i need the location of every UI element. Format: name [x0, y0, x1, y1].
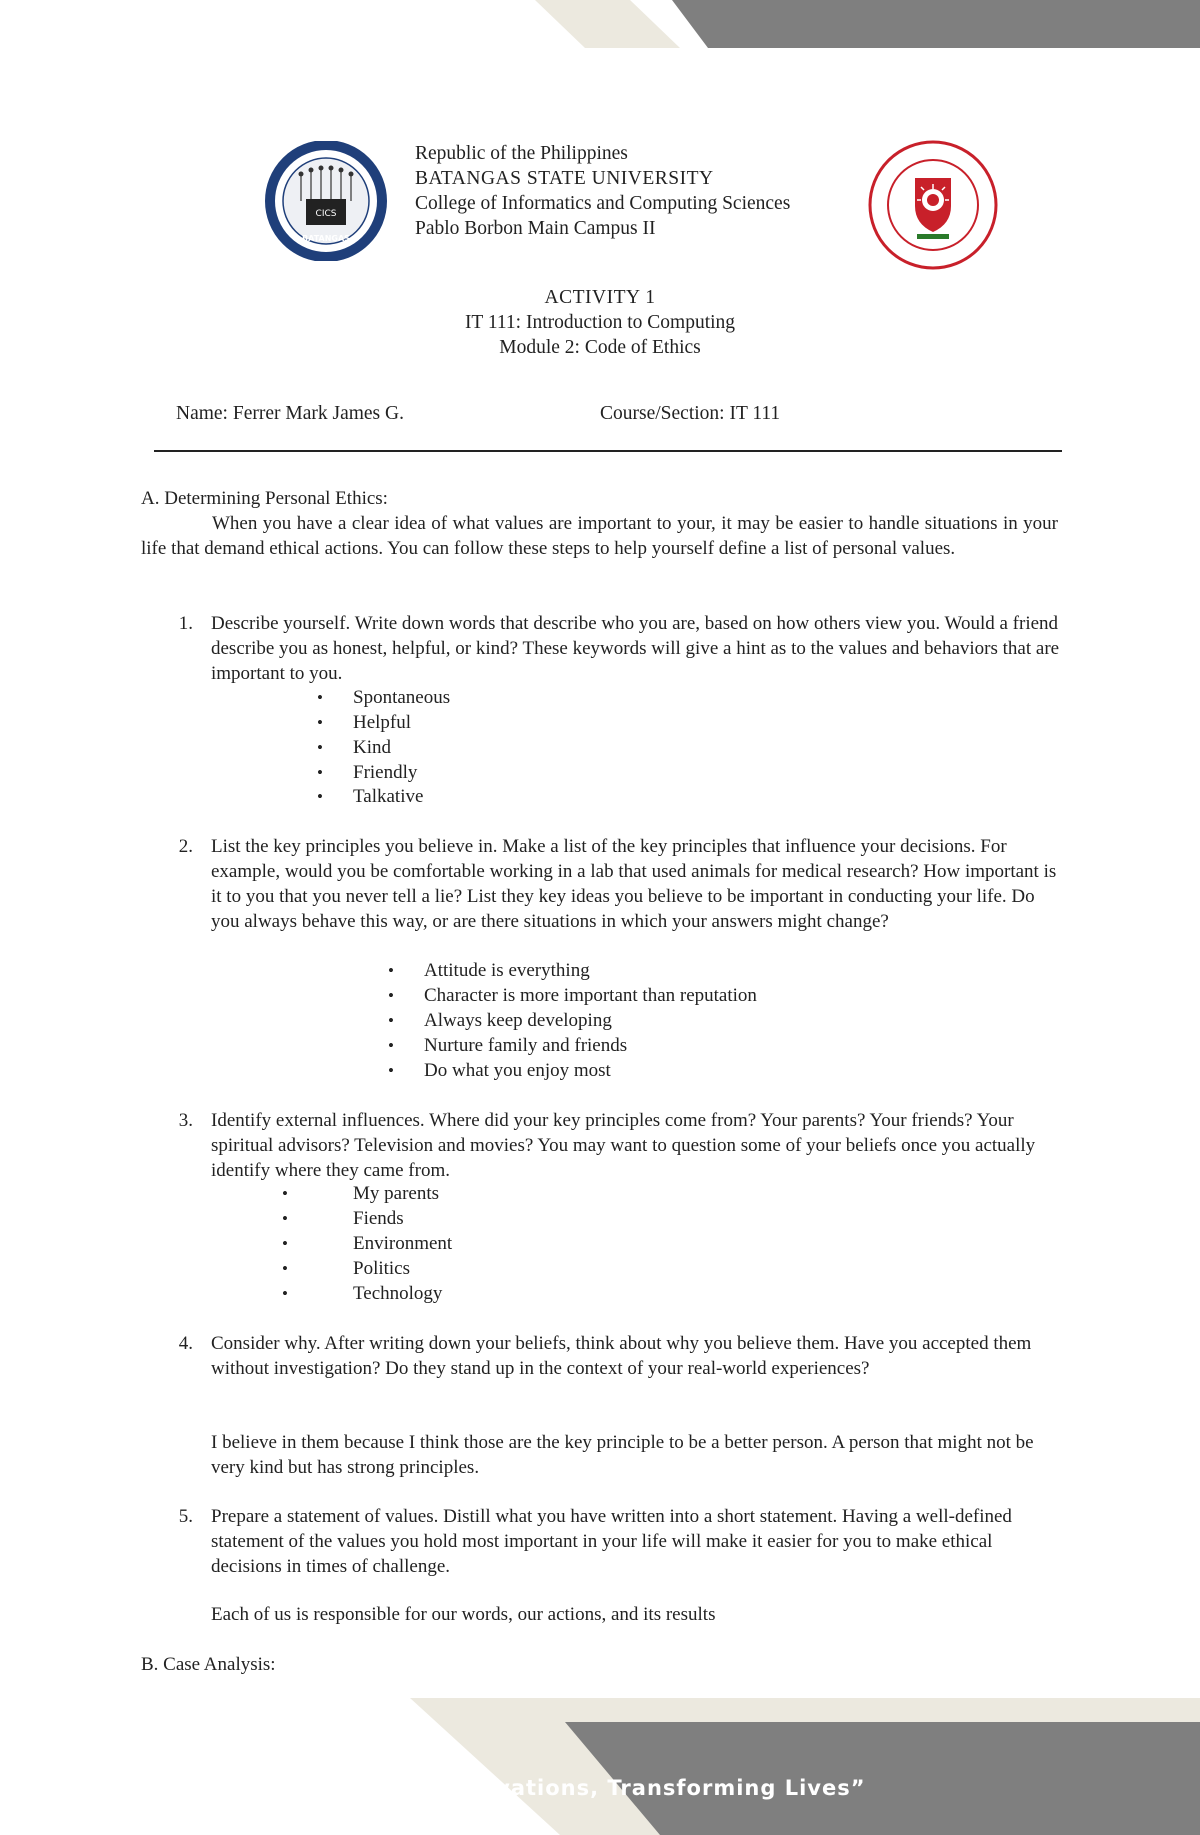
item-1-number: 1. — [178, 613, 193, 634]
item-4-number: 4. — [178, 1333, 193, 1354]
item-4-text: Consider why. After writing down your beliefs, think about why you believe them. Have you accepted them without investigation? Do they stand up in the context of your real-world experiences? — [211, 1333, 1032, 1379]
cics-logo-bottom-text: BATANGAS — [302, 234, 350, 243]
bullet-text: Helpful — [353, 712, 412, 733]
item-2-text: List the key principles you believe in. Make a list of the key principles that influence your decisions. For example, would you be comfortable working in a lab that used animals for medical research? How important is it to you that you never tell a lie? List they key ideas you believe to be important in conducting your life. Do you always behave this way, or are there situations in which your answers might change? — [211, 836, 1057, 932]
bullet-text: My parents — [353, 1183, 440, 1204]
bullet-text: Friendly — [353, 762, 418, 783]
header-republic: Republic of the Philippines — [415, 143, 628, 164]
header-college: College of Informatics and Computing Sciences — [415, 193, 791, 214]
item-4-answer: I believe in them because I think those are the key principle to be a better person. A person that might not be very kind but has strong principles. — [211, 1432, 1034, 1478]
bullet-text: Always keep developing — [424, 1010, 612, 1031]
top-beige-band — [535, 0, 680, 48]
bullet-text: Fiends — [353, 1208, 404, 1229]
item-2-number: 2. — [178, 836, 193, 857]
divider-line — [154, 450, 1062, 452]
bsu-logo — [865, 140, 1001, 270]
activity-course: IT 111: Introduction to Computing — [464, 312, 736, 333]
item-3-text: Identify external influences. Where did your key principles come from? Your parents? Your friends? Your spiritual advisors? Television and movies? You may want to question some of your beliefs once you actually identify where they came from. — [211, 1110, 1036, 1181]
bullet-text: Character is more important than reputation — [424, 985, 757, 1006]
student-course-section: Course/Section: IT 111 — [600, 403, 781, 424]
activity-module: Module 2: Code of Ethics — [499, 337, 701, 358]
bullet-text: Talkative — [353, 786, 424, 807]
item-3-number: 3. — [178, 1110, 193, 1131]
bullet-text: Do what you enjoy most — [424, 1060, 611, 1081]
section-a-intro: When you have a clear idea of what values are important to your, it may be easier to handle situations in your life that demand ethical actions. You can follow these steps to help yourself define a list of personal values. — [141, 513, 1058, 559]
bullet-text: Attitude is everything — [424, 960, 590, 981]
footer-tagline: Innovations, Transforming Lives” — [440, 1776, 866, 1800]
activity-title: ACTIVITY 1 — [544, 287, 656, 308]
student-name: Name: Ferrer Mark James G. — [176, 403, 404, 424]
bullet-text: Kind — [353, 737, 391, 758]
section-a-heading: A. Determining Personal Ethics: — [141, 488, 388, 509]
item-5-answer: Each of us is responsible for our words, our actions, and its results — [211, 1604, 716, 1625]
bullet-text: Technology — [353, 1283, 443, 1304]
item-5-text: Prepare a statement of values. Distill what you have written into a short statement. Having a well-defined statement of the values you hold most important in your life will make it easier for you to make ethical decisions in times of challenge. — [211, 1506, 1012, 1577]
bullet-text: Politics — [353, 1258, 411, 1279]
top-gray-band — [672, 0, 1200, 48]
bullet-text: Nurture family and friends — [424, 1035, 628, 1056]
cics-logo-chip-text: CICS — [315, 209, 337, 219]
bullet-text: Environment — [353, 1233, 453, 1254]
section-b-heading: B. Case Analysis: — [141, 1654, 276, 1675]
item-1-text: Describe yourself. Write down words that describe who you are, based on how others view you. Would a friend describe you as honest, helpful, or kind? These keywords will give a hint as to the values and behaviors that are important to you. — [211, 613, 1060, 684]
header-university: BATANGAS STATE UNIVERSITY — [415, 168, 714, 189]
cics-logo — [263, 141, 389, 261]
item-5-number: 5. — [178, 1506, 193, 1527]
header-campus: Pablo Borbon Main Campus II — [415, 218, 656, 239]
bullet-text: Spontaneous — [353, 687, 451, 708]
